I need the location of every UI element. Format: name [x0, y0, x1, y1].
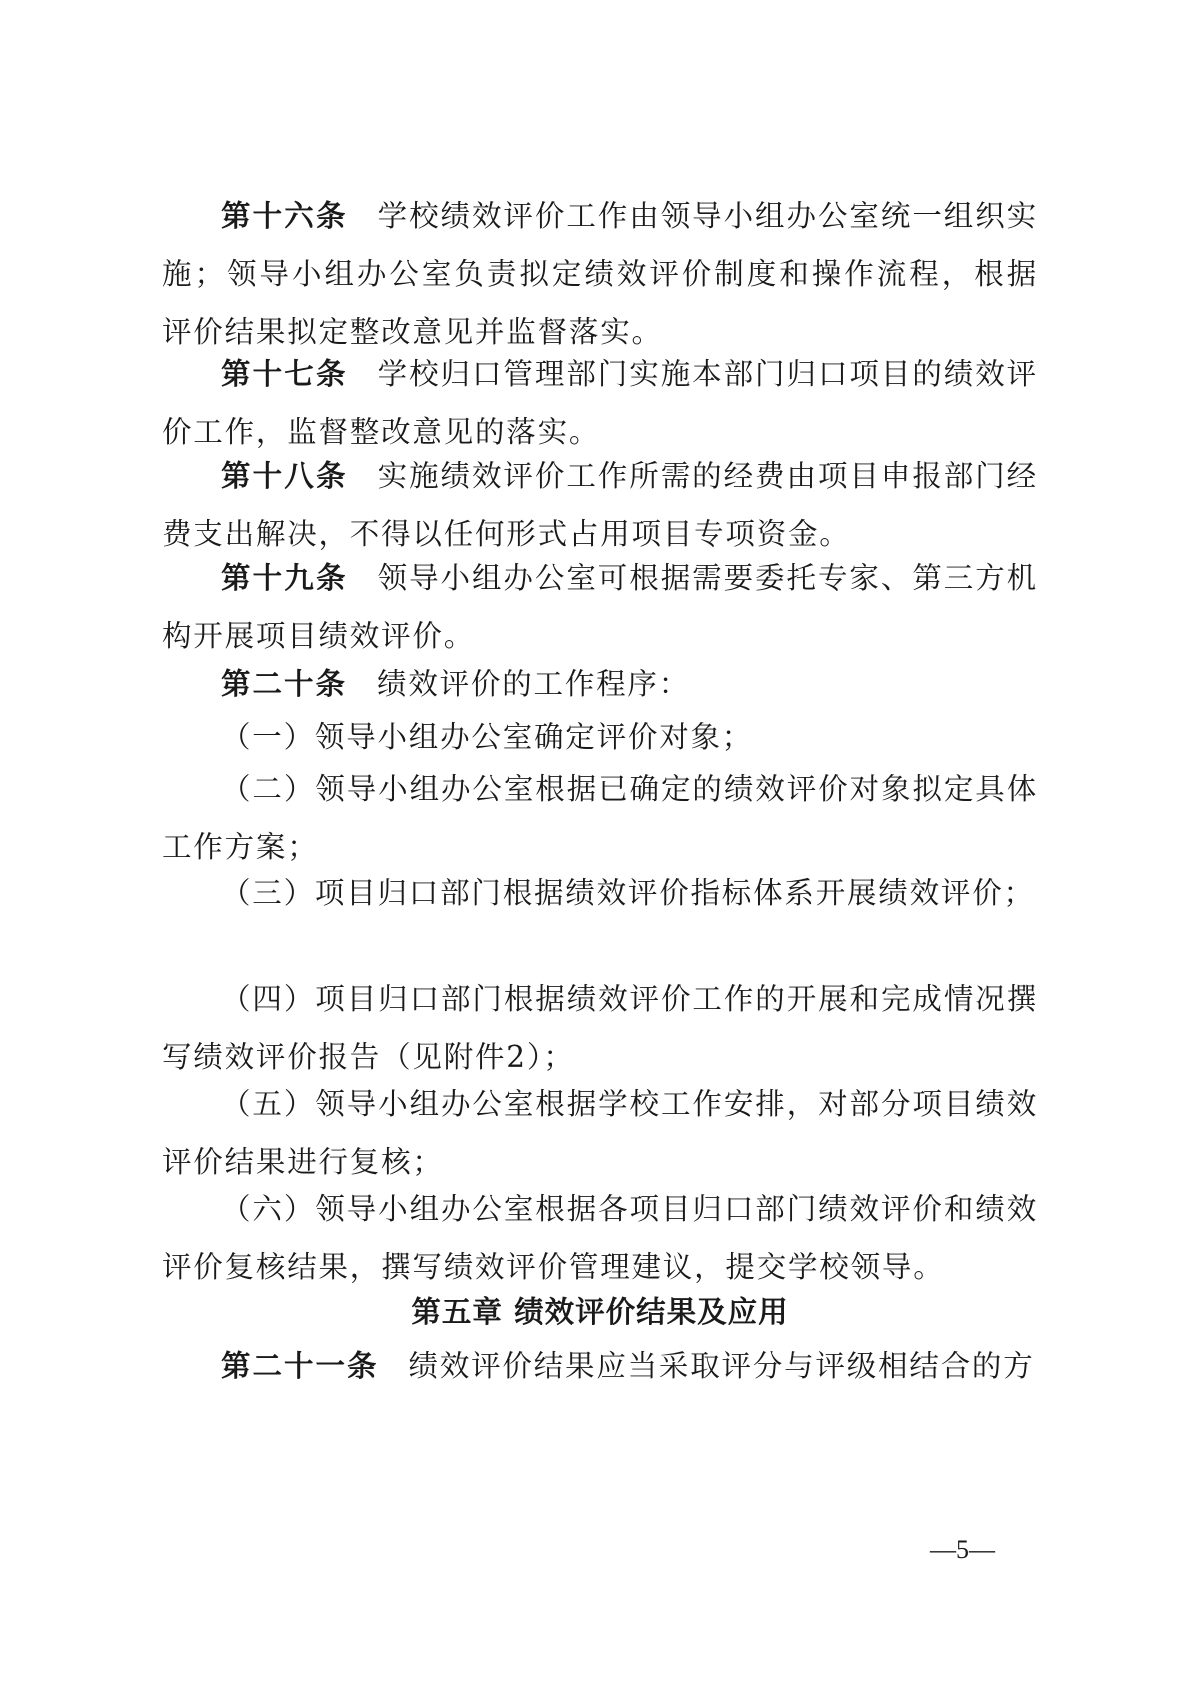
procedure-item-1: （一）领导小组办公室确定评价对象； — [221, 720, 754, 754]
article-number: 第十八条 — [221, 459, 348, 493]
page-number: —5— — [930, 1535, 995, 1564]
procedure-item-5: （五）领导小组办公室根据学校工作安排，对部分项目绩效评价结果进行复核； — [162, 1087, 1038, 1179]
procedure-item-6: （六）领导小组办公室根据各项目归口部门绩效评价和绩效评价复核结果，撰写绩效评价管理建议，提交学校领导。 — [162, 1192, 1038, 1284]
article-text: 学校归口管理部门实施本部门归口项目的绩效评价工作，监督整改意见的落实。 — [162, 357, 1038, 449]
article-text: 绩效评价的工作程序： — [377, 667, 691, 701]
chapter-title: 第五章 绩效评价结果及应用 — [411, 1295, 789, 1329]
article-17 — [162, 345, 1038, 461]
procedure-item-2: （二）领导小组办公室根据已确定的绩效评价对象拟定具体工作方案； — [162, 772, 1038, 864]
article-text: 绩效评价结果应当采取评分与评级相结合的方 — [408, 1349, 1035, 1383]
article-20 — [162, 655, 1038, 713]
procedure-item-3: （三）项目归口部门根据绩效评价指标体系开展绩效评价； — [221, 876, 1035, 910]
article-19 — [162, 549, 1038, 665]
procedure-item-4: （四）项目归口部门根据绩效评价工作的开展和完成情况撰写绩效评价报告（见附件2）； — [162, 982, 1038, 1074]
article-number: 第二十一条 — [221, 1349, 379, 1383]
article-16 — [162, 187, 1038, 361]
article-18 — [162, 447, 1038, 563]
article-number: 第十七条 — [221, 357, 348, 391]
article-21 — [162, 1337, 1038, 1395]
article-text: 实施绩效评价工作所需的经费由项目申报部门经费支出解决，不得以任何形式占用项目专项资金。 — [162, 459, 1038, 551]
article-number: 第十六条 — [221, 199, 348, 233]
article-text: 学校绩效评价工作由领导小组办公室统一组织实施；领导小组办公室负责拟定绩效评价制度和操作流程，根据评价结果拟定整改意见并监督落实。 — [162, 199, 1038, 349]
article-number: 第十九条 — [221, 561, 348, 595]
article-number: 第二十条 — [221, 667, 348, 701]
article-text: 领导小组办公室可根据需要委托专家、第三方机构开展项目绩效评价。 — [162, 561, 1038, 653]
